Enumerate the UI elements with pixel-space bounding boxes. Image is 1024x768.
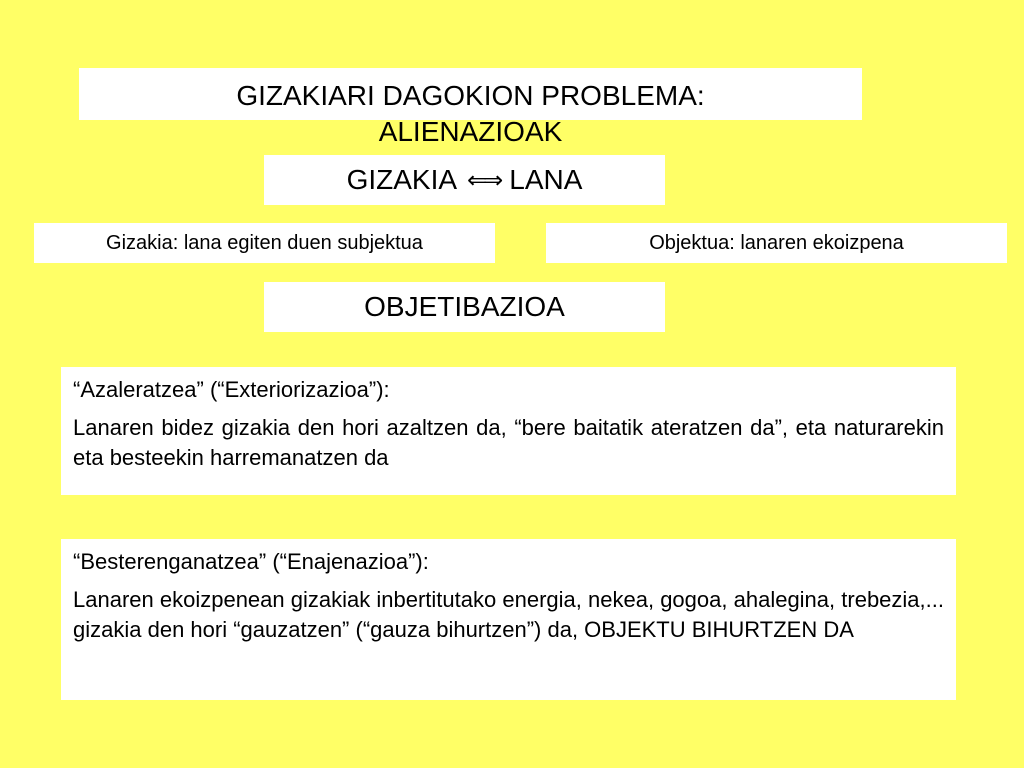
object-box: Objektua: lanaren ekoizpena [546,223,1007,263]
relation-box [264,155,665,205]
section2-body: Lanaren ekoizpenean gizakiak inbertitutako energia, nekea, gogoa, ahalegina, trebezia,... gizakia den hori “gauzatzen” (“gauza bihurtzen”) da, OBJEKTU BIHURTZEN DA [73,587,944,642]
section1-heading: “Azaleratzea” (“Exteriorizazioa”): [73,377,390,402]
relation-right: LANA [509,164,583,195]
double-arrow-icon: ⇐⇒ [467,166,500,194]
section-besterenganatzea [61,539,956,700]
title-line-2: ALIENAZIOAK [378,116,563,147]
section2-heading: “Besterenganatzea” (“Enajenazioa”): [73,549,429,574]
subject-box: Gizakia: lana egiten duen subjektua [34,223,495,263]
section-azaleratzea [61,367,956,495]
slide-title [79,78,862,150]
title-line-1: GIZAKIARI DAGOKION PROBLEMA: [236,80,705,111]
objetibazioa-box: OBJETIBAZIOA [264,282,665,332]
section1-body: Lanaren bidez gizakia den hori azaltzen da, “bere baitatik ateratzen da”, eta naturarekin eta besteekin harremanatzen da [73,415,944,470]
relation-left: GIZAKIA [346,164,458,195]
